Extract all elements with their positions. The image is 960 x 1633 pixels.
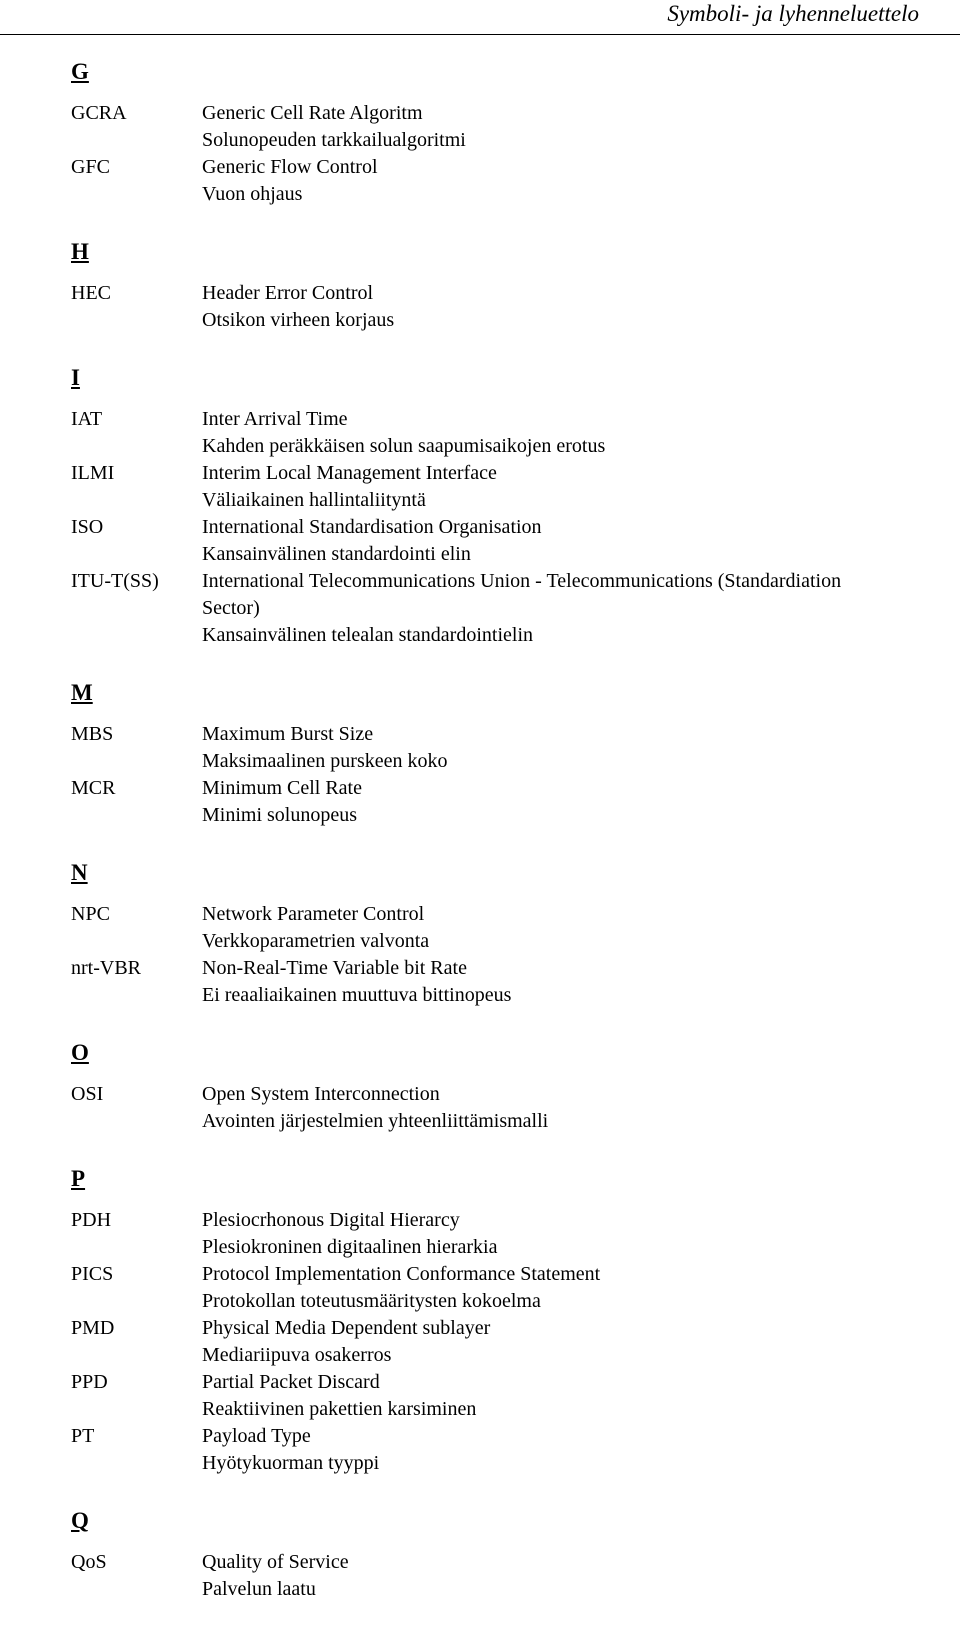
definition-line: Non-Real-Time Variable bit Rate (202, 957, 467, 979)
glossary-entry (71, 1315, 941, 1369)
glossary-section (71, 1039, 941, 1135)
definition-line: Solunopeuden tarkkailualgoritmi (202, 129, 466, 151)
glossary-entry (71, 721, 941, 775)
glossary-section (71, 859, 941, 1009)
glossary-entry (71, 514, 941, 568)
entry-abbreviation: nrt-VBR (71, 957, 141, 979)
entry-abbreviation: ISO (71, 516, 104, 538)
definition-line: Maksimaalinen purskeen koko (202, 750, 448, 772)
glossary-entry (71, 406, 941, 460)
entry-definitions (202, 955, 941, 1009)
section-letter: N (71, 860, 88, 885)
entry-abbreviation: OSI (71, 1083, 104, 1105)
glossary-section (71, 58, 941, 208)
entry-definitions (202, 100, 941, 154)
definition-line: Ei reaaliaikainen muuttuva bittinopeus (202, 984, 512, 1006)
definition-line: International Standardisation Organisation (202, 516, 542, 538)
glossary-entry (71, 568, 941, 649)
glossary-section (71, 679, 941, 829)
entry-definitions (202, 775, 941, 829)
definition-line: Minimi solunopeus (202, 804, 358, 826)
entry-definitions (202, 514, 941, 568)
entry-definitions (202, 154, 941, 208)
definition-line: Plesiokroninen digitaalinen hierarkia (202, 1236, 498, 1258)
definition-line: Sector) (202, 597, 260, 619)
definition-line: Partial Packet Discard (202, 1371, 380, 1393)
entry-abbreviation: MCR (71, 777, 116, 799)
page-title: Symboli- ja lyhenneluettelo (667, 1, 919, 26)
entry-abbreviation: QoS (71, 1551, 107, 1573)
entry-abbreviation: PMD (71, 1317, 115, 1339)
entry-definitions (202, 1207, 941, 1261)
entry-definitions (202, 460, 941, 514)
entry-abbreviation: PT (71, 1425, 95, 1447)
section-letter: I (71, 365, 80, 390)
definition-line: International Telecommunications Union - Telecommunications (Standardiation (202, 570, 842, 592)
entry-definitions (202, 901, 941, 955)
glossary-entry (71, 955, 941, 1009)
definition-line: Palvelun laatu (202, 1578, 316, 1600)
glossary-section (71, 364, 941, 649)
definition-line: Generic Cell Rate Algoritm (202, 102, 423, 124)
entry-abbreviation: PDH (71, 1209, 112, 1231)
definition-line: Kansainvälinen telealan standardointielin (202, 624, 533, 646)
glossary-entry (71, 1261, 941, 1315)
section-letter: H (71, 239, 89, 264)
definition-line: Hyötykuorman tyyppi (202, 1452, 380, 1474)
entry-abbreviation: GCRA (71, 102, 127, 124)
glossary-section (71, 1507, 941, 1603)
glossary-section (71, 238, 941, 334)
section-letter: G (71, 59, 89, 84)
entry-abbreviation: IAT (71, 408, 103, 430)
entry-definitions (202, 1369, 941, 1423)
glossary-entry (71, 1549, 941, 1603)
entry-definitions (202, 406, 941, 460)
glossary-entry (71, 154, 941, 208)
entry-definitions (202, 280, 941, 334)
definition-line: Plesiocrhonous Digital Hierarcy (202, 1209, 460, 1231)
entry-abbreviation: ITU-T(SS) (71, 570, 159, 592)
glossary-entry (71, 460, 941, 514)
section-letter: O (71, 1040, 89, 1065)
glossary-entry (71, 1081, 941, 1135)
definition-line: Protokollan toteutusmääritysten kokoelma (202, 1290, 541, 1312)
glossary-entry (71, 1423, 941, 1477)
entry-abbreviation: GFC (71, 156, 110, 178)
section-letter: Q (71, 1508, 89, 1533)
definition-line: Reaktiivinen pakettien karsiminen (202, 1398, 477, 1420)
definition-line: Väliaikainen hallintaliityntä (202, 489, 426, 511)
definition-line: Kansainvälinen standardointi elin (202, 543, 471, 565)
glossary-entry (71, 901, 941, 955)
definition-line: Mediariipuva osakerros (202, 1344, 392, 1366)
entry-definitions (202, 1423, 941, 1477)
definition-line: Physical Media Dependent sublayer (202, 1317, 491, 1339)
definition-line: Avointen järjestelmien yhteenliittämismalli (202, 1110, 549, 1132)
glossary-section (71, 1165, 941, 1477)
entry-definitions (202, 568, 941, 649)
entry-definitions (202, 1081, 941, 1135)
definition-line: Quality of Service (202, 1551, 349, 1573)
entry-abbreviation: PPD (71, 1371, 108, 1393)
definition-line: Header Error Control (202, 282, 374, 304)
entry-definitions (202, 1261, 941, 1315)
definition-line: Kahden peräkkäisen solun saapumisaikojen erotus (202, 435, 606, 457)
glossary-entry (71, 1369, 941, 1423)
definition-line: Verkkoparametrien valvonta (202, 930, 430, 952)
definition-line: Inter Arrival Time (202, 408, 348, 430)
definition-line: Minimum Cell Rate (202, 777, 362, 799)
definition-line: Protocol Implementation Conformance Statement (202, 1263, 601, 1285)
definition-line: Maximum Burst Size (202, 723, 374, 745)
entry-definitions (202, 1315, 941, 1369)
glossary-entry (71, 100, 941, 154)
entry-definitions (202, 721, 941, 775)
entry-abbreviation: MBS (71, 723, 114, 745)
section-letter: P (71, 1166, 86, 1191)
definition-line: Payload Type (202, 1425, 311, 1447)
definition-line: Generic Flow Control (202, 156, 378, 178)
glossary (71, 58, 941, 1633)
entry-abbreviation: NPC (71, 903, 110, 925)
definition-line: Open System Interconnection (202, 1083, 440, 1105)
entry-definitions (202, 1549, 941, 1603)
definition-line: Network Parameter Control (202, 903, 425, 925)
definition-line: Otsikon virheen korjaus (202, 309, 395, 331)
entry-abbreviation: PICS (71, 1263, 114, 1285)
page-header (0, 0, 960, 35)
glossary-entry (71, 1207, 941, 1261)
section-letter: M (71, 680, 93, 705)
definition-line: Vuon ohjaus (202, 183, 303, 205)
entry-abbreviation: ILMI (71, 462, 115, 484)
entry-abbreviation: HEC (71, 282, 111, 304)
definition-line: Interim Local Management Interface (202, 462, 497, 484)
glossary-entry (71, 775, 941, 829)
glossary-entry (71, 280, 941, 334)
